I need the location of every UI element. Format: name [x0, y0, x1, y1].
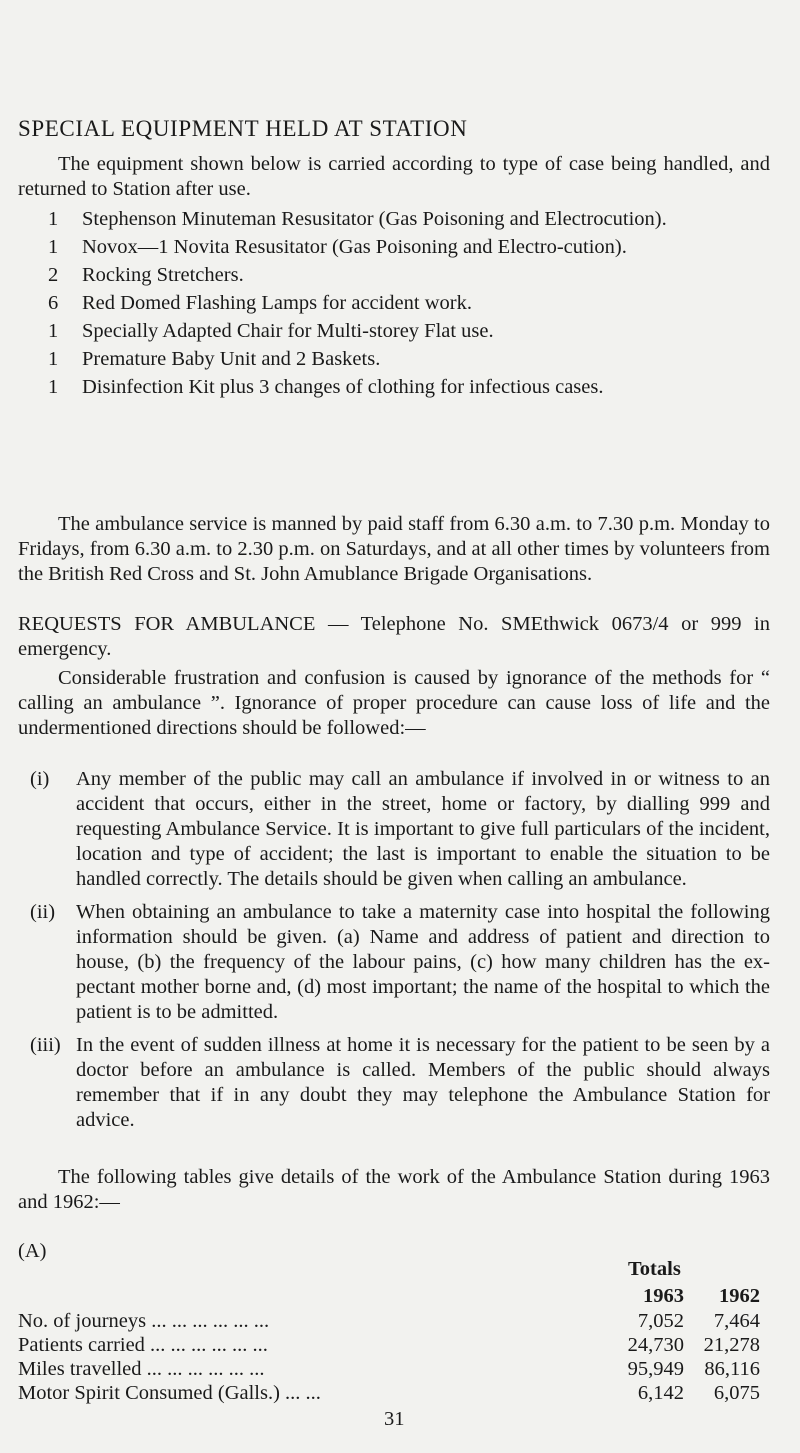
value-1963: 95,949	[627, 1357, 684, 1380]
equipment-description: Disinfection Kit plus 3 changes of clothing for infectious cases.	[82, 376, 604, 398]
directions-list	[18, 767, 770, 1141]
table-label: (A)	[18, 1240, 47, 1262]
table-row	[18, 1333, 760, 1357]
value-1963: 24,730	[627, 1333, 684, 1356]
table-row	[18, 1309, 760, 1333]
value-1963: 6,142	[637, 1381, 684, 1404]
equipment-list	[18, 207, 770, 403]
direction-number: (iii)	[30, 1034, 61, 1056]
intro-paragraph: The equipment shown below is carried according to type of case being handled, and returned to Station after use.	[18, 153, 770, 200]
equipment-description: Premature Baby Unit and 2 Baskets.	[82, 348, 381, 370]
list-item	[18, 207, 770, 231]
list-item	[18, 319, 770, 343]
equipment-quantity: 1	[48, 320, 59, 342]
equipment-quantity: 1	[48, 348, 59, 370]
direction-text: Any member of the public may call an ambulance if involved in or witness to an accident that occurs, either in the street, home or factory, by dialling 999 and requesting Ambulance Service. It is important to give full particulars of the incident, location and type of accident; the last is important to enable the situation to be handled correctly. The details should be given when calling an ambulance.	[76, 768, 770, 890]
value-1962: 6,075	[713, 1381, 760, 1404]
list-item	[18, 347, 770, 371]
direction-text: In the event of sudden illness at home it is necessary for the patient to be seen by a doctor before an ambulance is called. Members of the public should always remember that if in any doubt they may telephone the Ambulance Station for advice.	[76, 1034, 770, 1131]
page-heading: SPECIAL EQUIPMENT HELD AT STATION	[18, 116, 468, 141]
list-item	[18, 291, 770, 315]
list-item	[18, 1033, 770, 1133]
equipment-description: Specially Adapted Chair for Multi-storey Flat use.	[82, 320, 494, 342]
value-1963: 7,052	[637, 1309, 684, 1332]
requests-paragraph: REQUESTS FOR AMBULANCE — Telephone No. SMEthwick 0673/4 or 999 in emergency.	[18, 613, 770, 660]
column-header-1962: 1962	[719, 1284, 760, 1307]
list-item	[18, 767, 770, 892]
equipment-description: Red Domed Flashing Lamps for accident work.	[82, 292, 472, 314]
list-item	[18, 900, 770, 1025]
totals-heading: Totals	[628, 1258, 681, 1280]
equipment-description: Rocking Stretchers.	[82, 264, 244, 286]
row-label: Patients carried ... ... ... ... ... ...	[18, 1333, 268, 1356]
direction-number: (i)	[30, 768, 50, 790]
equipment-description: Stephenson Minuteman Resusitator (Gas Poisoning and Electrocution).	[82, 208, 667, 230]
tables-intro-paragraph: The following tables give details of the work of the Ambulance Station during 1963 and 1962:—	[18, 1166, 770, 1213]
direction-text: When obtaining an ambulance to take a maternity case into hospital the following information should be given. (a) Name and address of patient and direction to house, (b) the frequency of the labour pains, (c) how many children has the ex-pectant mother borne and, (d) most important; the name of the hospital to which the patient is to be admitted.	[76, 901, 770, 1023]
page-number: 31	[384, 1408, 405, 1430]
column-header-1963: 1963	[643, 1284, 684, 1307]
ambulance-work-table	[18, 1283, 760, 1405]
equipment-quantity: 1	[48, 208, 59, 230]
list-item	[18, 375, 770, 399]
equipment-quantity: 1	[48, 236, 59, 258]
table-header-row	[18, 1283, 760, 1309]
table-row	[18, 1357, 760, 1381]
table-row	[18, 1381, 760, 1405]
list-item	[18, 235, 770, 259]
value-1962: 7,464	[713, 1309, 760, 1332]
direction-number: (ii)	[30, 901, 56, 923]
row-label: Miles travelled ... ... ... ... ... ...	[18, 1357, 265, 1380]
equipment-quantity: 2	[48, 264, 59, 286]
value-1962: 86,116	[704, 1357, 760, 1380]
row-label: No. of journeys ... ... ... ... ... ...	[18, 1309, 270, 1332]
value-1962: 21,278	[703, 1333, 760, 1356]
row-label: Motor Spirit Consumed (Galls.) ... ...	[18, 1381, 321, 1404]
staffing-paragraph: The ambulance service is manned by paid staff from 6.30 a.m. to 7.30 p.m. Monday to Fridays, from 6.30 a.m. to 2.30 p.m. on Saturdays, and at all other times by volunteers from the British Red Cross and St. John Amublance Brigade Organisations.	[18, 513, 770, 585]
equipment-description: Novox—1 Novita Resusitator (Gas Poisoning and Electro-cution).	[82, 236, 627, 258]
equipment-quantity: 6	[48, 292, 59, 314]
frustration-paragraph: Considerable frustration and confusion is caused by ignorance of the methods for “ calling an ambulance ”. Ignorance of proper procedure can cause loss of life and the undermentioned directions should be followed:—	[18, 667, 770, 739]
list-item	[18, 263, 770, 287]
equipment-quantity: 1	[48, 376, 59, 398]
